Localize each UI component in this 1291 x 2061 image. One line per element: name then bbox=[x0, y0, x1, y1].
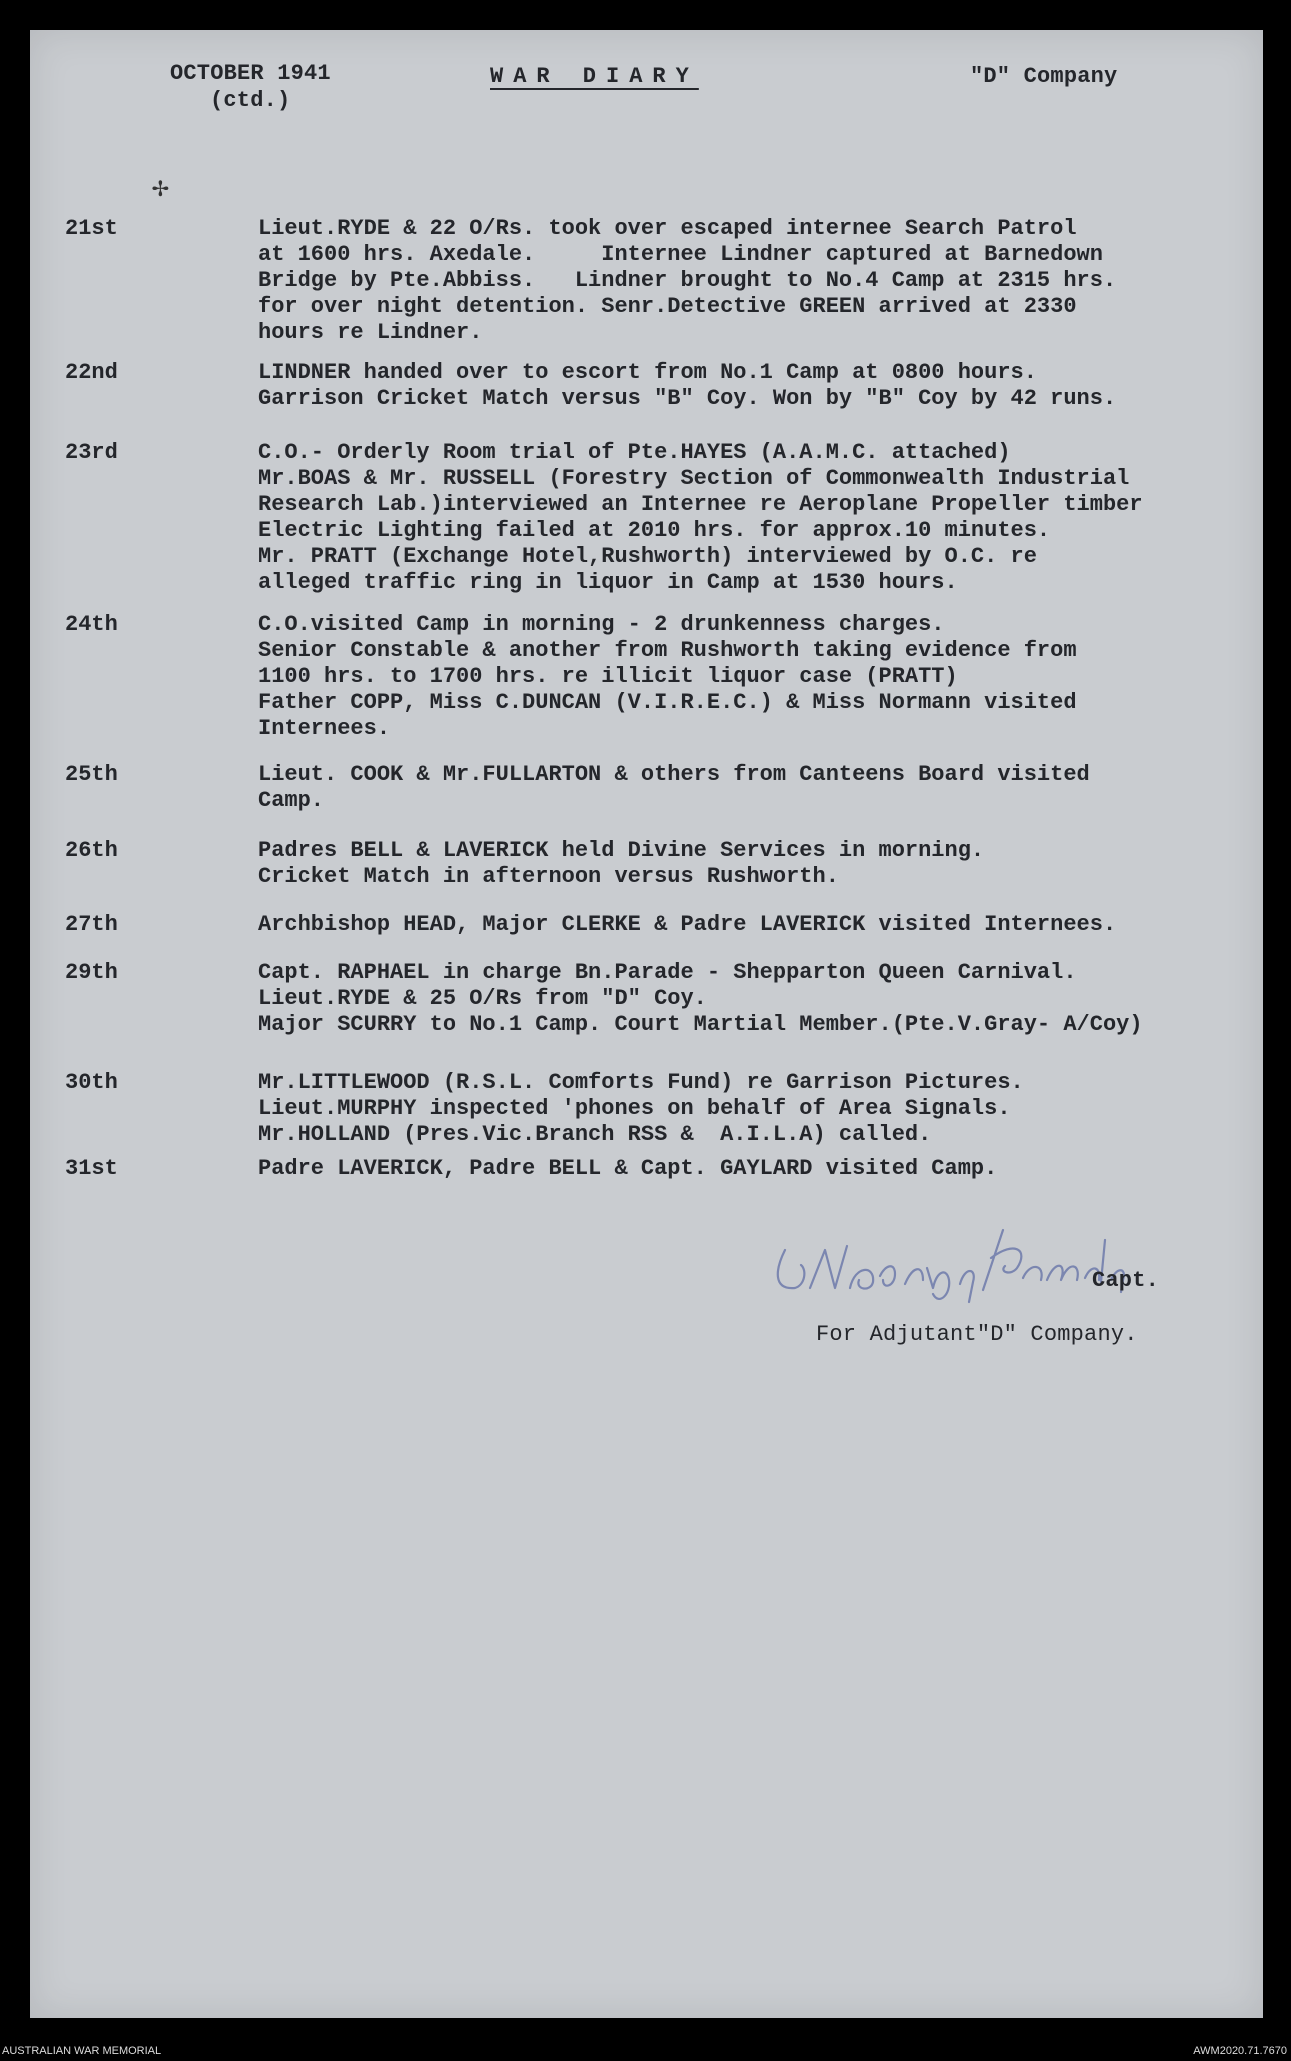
entry-text bbox=[258, 360, 1116, 412]
entry-line: Archbishop HEAD, Major CLERKE & Padre LAVERICK visited Internees. bbox=[258, 912, 1117, 937]
entry-line: Garrison Cricket Match versus "B" Coy. Won by "B" Coy by 42 runs. bbox=[258, 386, 1117, 411]
company-name: "D" Company bbox=[970, 64, 1118, 89]
entry-text bbox=[258, 612, 1077, 742]
entry-line: Lieut. COOK & Mr.FULLARTON & others from Canteens Board visited bbox=[258, 762, 1090, 787]
diary-page bbox=[30, 30, 1263, 2018]
entry-day: 24th bbox=[65, 612, 118, 637]
entry-line: 1100 hrs. to 1700 hrs. re illicit liquor case (PRATT) bbox=[258, 664, 958, 689]
entry-line: Lieut.MURPHY inspected 'phones on behalf of Area Signals. bbox=[258, 1096, 1011, 1121]
entry-day: 21st bbox=[65, 216, 118, 241]
entry-day: 31st bbox=[65, 1156, 118, 1181]
document-title: WAR DIARY bbox=[490, 64, 699, 89]
entry-text bbox=[258, 216, 1116, 346]
entry-line: LINDNER handed over to escort from No.1 Camp at 0800 hours. bbox=[258, 360, 1037, 385]
entry-day: 29th bbox=[65, 960, 118, 985]
entry-line: Mr.LITTLEWOOD (R.S.L. Comforts Fund) re Garrison Pictures. bbox=[258, 1070, 1024, 1095]
entry-text bbox=[258, 762, 1090, 814]
entry-line: Padres BELL & LAVERICK held Divine Services in morning. bbox=[258, 838, 985, 863]
entry-line: C.O.- Orderly Room trial of Pte.HAYES (A.A.M.C. attached) bbox=[258, 440, 1011, 465]
entry-day: 25th bbox=[65, 762, 118, 787]
entry-day: 30th bbox=[65, 1070, 118, 1095]
entry-day: 23rd bbox=[65, 440, 118, 465]
entry-line: Capt. RAPHAEL in charge Bn.Parade - Shepparton Queen Carnival. bbox=[258, 960, 1077, 985]
footer-reference: AWM2020.71.7670 bbox=[1193, 2045, 1287, 2057]
entry-line: Father COPP, Miss C.DUNCAN (V.I.R.E.C.) & Miss Normann visited bbox=[258, 690, 1077, 715]
entry-line: Camp. bbox=[258, 788, 325, 813]
entry-text bbox=[258, 960, 1143, 1038]
entry-line: Padre LAVERICK, Padre BELL & Capt. GAYLARD visited Camp. bbox=[258, 1156, 998, 1181]
handwritten-signature bbox=[755, 1210, 1255, 1310]
entry-line: for over night detention. Senr.Detective GREEN arrived at 2330 bbox=[258, 294, 1077, 319]
entry-line: Senior Constable & another from Rushworth taking evidence from bbox=[258, 638, 1077, 663]
entry-text bbox=[258, 1156, 997, 1182]
entry-text bbox=[258, 440, 1143, 596]
entry-line: Lieut.RYDE & 22 O/Rs. took over escaped internee Search Patrol bbox=[258, 216, 1077, 241]
entry-day: 22nd bbox=[65, 360, 118, 385]
signature-for-line: For Adjutant"D" Company. bbox=[816, 1322, 1138, 1347]
entry-line: at 1600 hrs. Axedale. Internee Lindner captured at Barnedown bbox=[258, 242, 1103, 267]
entry-line: Lieut.RYDE & 25 O/Rs from "D" Coy. bbox=[258, 986, 707, 1011]
entry-text bbox=[258, 1070, 1024, 1148]
entry-line: Internees. bbox=[258, 716, 391, 741]
signature-rank: Capt. bbox=[1092, 1268, 1160, 1293]
entry-line: Cricket Match in afternoon versus Rushworth. bbox=[258, 864, 839, 889]
header-date: OCTOBER 1941 (ctd.) bbox=[170, 61, 331, 113]
entry-text bbox=[258, 912, 1116, 938]
entry-line: Major SCURRY to No.1 Camp. Court Martial Member.(Pte.V.Gray- A/Coy) bbox=[258, 1012, 1143, 1037]
footer-source: AUSTRALIAN WAR MEMORIAL bbox=[2, 2045, 162, 2057]
entry-day: 27th bbox=[65, 912, 118, 937]
tick-mark-icon: ✢ bbox=[152, 170, 169, 203]
entry-line: Bridge by Pte.Abbiss. Lindner brought to No.4 Camp at 2315 hrs. bbox=[258, 268, 1117, 293]
entry-line: Electric Lighting failed at 2010 hrs. for approx.10 minutes. bbox=[258, 518, 1051, 543]
entry-line: Mr.HOLLAND (Pres.Vic.Branch RSS & A.I.L.A) called. bbox=[258, 1122, 932, 1147]
entry-line: hours re Lindner. bbox=[258, 320, 483, 345]
entry-text bbox=[258, 838, 984, 890]
entry-line: Mr. PRATT (Exchange Hotel,Rushworth) interviewed by O.C. re bbox=[258, 544, 1037, 569]
entry-line: C.O.visited Camp in morning - 2 drunkenness charges. bbox=[258, 612, 945, 637]
entry-day: 26th bbox=[65, 838, 118, 863]
entry-line: Research Lab.)interviewed an Internee re Aeroplane Propeller timber bbox=[258, 492, 1143, 517]
entry-line: Mr.BOAS & Mr. RUSSELL (Forestry Section of Commonwealth Industrial bbox=[258, 466, 1130, 491]
entry-line: alleged traffic ring in liquor in Camp at 1530 hours. bbox=[258, 570, 958, 595]
